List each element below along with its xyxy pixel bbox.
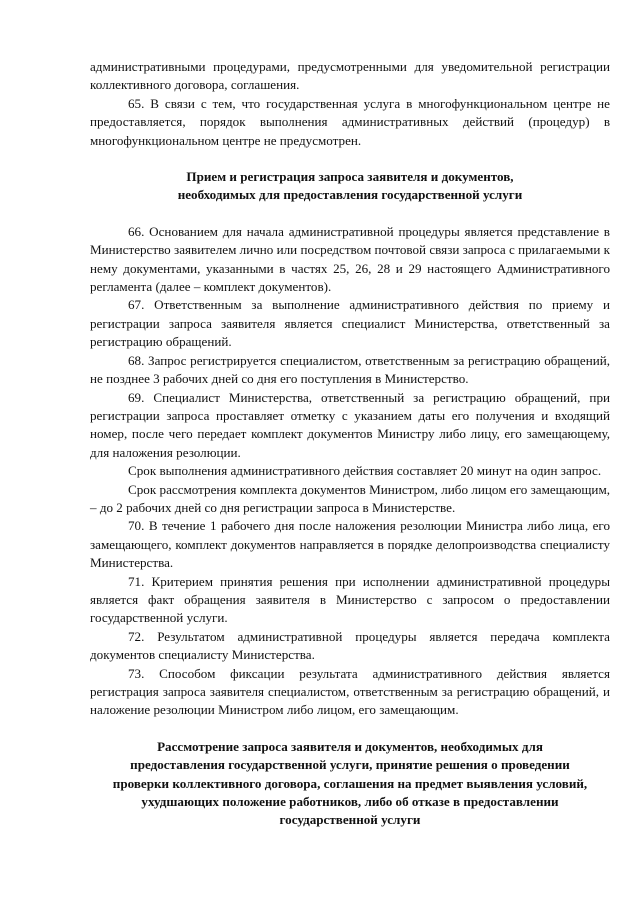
- section-heading-reception: [90, 168, 610, 205]
- paragraph-68: 68. Запрос регистрируется специалистом, ответственным за регистрацию обращений, не позднее 3 рабочих дней со дня его поступления в Министерство.: [90, 352, 610, 387]
- heading-line: необходимых для предоставления государственной услуги: [177, 187, 523, 203]
- paragraph-71: 71. Критерием принятия решения при исполнении административной процедуры является факт обращения заявителя в Министерство с запросом о предоставлении государственной услуги.: [90, 573, 610, 626]
- heading-line: государственной услуги: [279, 812, 421, 828]
- heading-line: ухудшающих положение работников, либо об отказе в предоставлении: [141, 794, 559, 810]
- heading-line: предоставления государственной услуги, принятие решения о проведении: [130, 757, 570, 773]
- paragraph-67: 67. Ответственным за выполнение административного действия по приему и регистрации запроса заявителя является специалист Министерства, ответственный за регистрацию обращений.: [90, 297, 610, 350]
- paragraph-term-review: Срок рассмотрения комплекта документов Министром, либо лицом его замещающим, – до 2 рабочих дней со дня регистрации запроса в Министерстве.: [90, 481, 610, 515]
- paragraph-73: 73. Способом фиксации результата административного действия является регистрация запроса заявителя специалистом, ответственным за регистрацию обращений, и наложение резолюции Министром либо лицом, его замещающим.: [90, 665, 610, 718]
- section-heading-review: [90, 738, 610, 830]
- paragraph-66: 66. Основанием для начала административной процедуры является представление в Министерство заявителем лично или посредством почтовой связи запроса с прилагаемыми к нему документами, указанными в частях 25, 26, 28 и 29 настоящего Административного регламента (далее – комплект документов).: [90, 223, 610, 295]
- paragraph-continuation: административными процедурами, предусмотренными для уведомительной регистрации коллективного договора, соглашения.: [90, 59, 610, 93]
- heading-line: Прием и регистрация запроса заявителя и документов,: [186, 169, 514, 185]
- paragraph-term-20-minutes: Срок выполнения административного действия составляет 20 минут на один запрос.: [128, 463, 602, 479]
- paragraph-70: 70. В течение 1 рабочего дня после наложения резолюции Министра либо лица, его замещающего, комплект документов направляется в порядке делопроизводства специалисту Министерства.: [90, 518, 610, 571]
- heading-line: проверки коллективного договора, соглашения на предмет выявления условий,: [112, 775, 588, 791]
- paragraph-72: 72. Результатом административной процедуры является передача комплекта документов специалисту Министерства.: [90, 628, 610, 663]
- heading-line: Рассмотрение запроса заявителя и документов, необходимых для: [157, 738, 543, 754]
- paragraph-65: 65. В связи с тем, что государственная услуга в многофункциональном центре не предоставляется, порядок выполнения административных действий (процедур) в многофункциональном центре не предусмотрен.: [90, 95, 610, 148]
- paragraph-69: 69. Специалист Министерства, ответственный за регистрацию обращений, при регистрации запроса проставляет отметку с указанием даты его получения и входящий номер, после чего передает комплект документов Министру либо лицу, его замещающему, для наложения резолюции.: [90, 389, 610, 460]
